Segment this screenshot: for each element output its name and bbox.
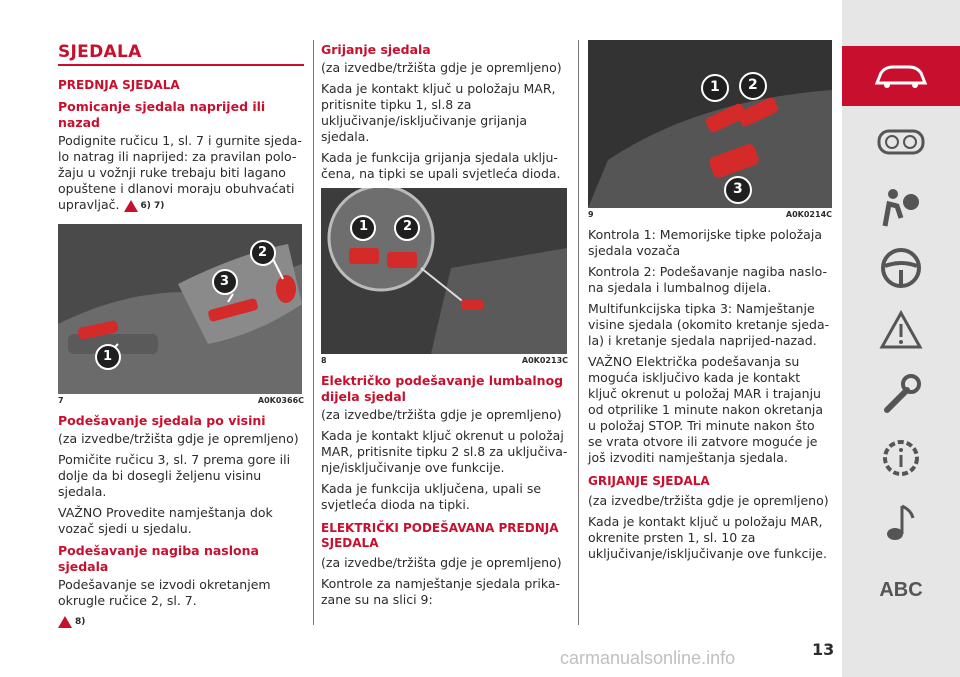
heading-electric-seats: ELEKTRIČKI PODEŠAVANA PREDNJA SJEDALA (321, 521, 559, 550)
sidebar-item-maintenance[interactable] (842, 364, 960, 424)
text-electric-availability: (za izvedbe/tržišta gdje je opremljeno) (321, 555, 562, 570)
figure-9-number: 9 (588, 210, 594, 219)
callout-2: 2 (748, 77, 758, 93)
text-lumbar-availability: (za izvedbe/tržišta gdje je opremljeno) (321, 407, 562, 422)
column-3 (588, 40, 832, 567)
warning-ref: 6) 7) (124, 198, 165, 214)
figure-8-number: 8 (321, 356, 327, 365)
text-lumbar-2: Kada je funkcija uključena, upali se svjetleća dioda na tipki. (321, 481, 542, 512)
heading-height: Podešavanje sjedala po visini (58, 412, 266, 428)
callout-2: 2 (258, 244, 268, 260)
text-height-availability: (za izvedbe/tržišta gdje je opremljeno) (58, 430, 299, 446)
text-height: Pomičite ručicu 3, sl. 7 prema gore ili dolje da bi dosegli željenu visinu sjedala. (58, 451, 291, 499)
text-backrest: Podešavanje se izvodi okretanjem okrugle ručice 2, sl. 7. (58, 576, 271, 608)
abc-label: ABC (879, 578, 923, 601)
car-icon (873, 61, 929, 91)
sidebar-item-multimedia[interactable] (842, 492, 960, 552)
page-number: 13 (812, 640, 835, 659)
callout-1: 1 (710, 79, 720, 95)
watermark: carmanualsonline.info (560, 648, 736, 668)
text-control-3: Multifunkcijska tipka 3: Namještanje visine sjedala (okomito kretanje sjeda-la) i kretanje sjedala naprijed-nazad. (588, 301, 830, 348)
text-control-2: Kontrola 2: Podešavanje nagiba naslo-na sjedala i lumbalnog dijela. (588, 264, 827, 295)
heading-heating: Grijanje sjedala (321, 42, 431, 57)
column-1 (58, 38, 304, 635)
figure-7-code: A0K0366C (257, 395, 304, 405)
column-divider (313, 40, 314, 625)
heading-seat-heating: GRIJANJE SJEDALA (588, 474, 710, 488)
music-icon (881, 500, 921, 544)
warning-icon (879, 310, 923, 350)
subsection-title: PREDNJA SJEDALA (58, 78, 180, 92)
figure-9-code: A0K0214C (785, 210, 832, 219)
dashboard-icon (876, 127, 926, 157)
text-lumbar-1: Kada je kontakt ključ okrenut u položaj MAR, pritisnite tipku 2 sl.8 za uključiva-nje/isključivanje ove funkcije. (321, 428, 568, 475)
figure-9-caption (588, 210, 832, 219)
wrench-icon (879, 372, 923, 416)
figure-7-number: 7 (58, 395, 64, 405)
airbag-icon (879, 186, 923, 230)
sidebar-item-safety[interactable] (842, 178, 960, 238)
figure-8-caption (321, 356, 568, 365)
text-heating-availability: (za izvedbe/tržišta gdje je opremljeno) (321, 60, 562, 75)
heading-backrest: Podešavanje nagiba naslona sjedala (58, 542, 259, 574)
text-heating-2: Kada je funkcija grijanja sjedala uklju-čena, na tipki se upali svjetleća dioda. (321, 150, 561, 181)
warning-icon (124, 200, 138, 212)
sidebar-item-dashboard[interactable] (842, 112, 960, 172)
section-title: SJEDALA (58, 42, 142, 62)
column-divider (578, 40, 579, 625)
text-height-note: VAŽNO Provedite namještanja dok vozač sjedi u sjedalu. (58, 504, 273, 536)
steering-wheel-icon (879, 246, 923, 290)
text-seat-heating-availability: (za izvedbe/tržišta gdje je opremljeno) (588, 493, 829, 508)
figure-7 (58, 224, 302, 394)
callout-3: 3 (220, 273, 230, 289)
figure-7-caption (58, 396, 304, 405)
heading-forward: Pomicanje sjedala naprijed ili nazad (58, 99, 266, 130)
figure-9 (588, 40, 832, 208)
title-rule (58, 64, 304, 66)
sidebar-item-index[interactable] (842, 560, 960, 620)
warning-backrest: 8) (58, 614, 304, 631)
text-heating-1: Kada je kontakt ključ u položaju MAR, pritisnite tipku 1, sl.8 za uključivanje/isključivanje grijanja sjedala. (321, 81, 556, 144)
text-seat-heating: Kada je kontakt ključ u položaju MAR, okrenite prsten 1, sl. 10 za uključivanje/isključivanje ove funkcije. (588, 514, 827, 561)
text-electric: Kontrole za namještanje sjedala prika-zane su na slici 9: (321, 576, 561, 607)
callout-2: 2 (403, 219, 413, 234)
figure-8 (321, 188, 567, 354)
chapter-sidebar (842, 0, 960, 677)
sidebar-item-driving[interactable] (842, 238, 960, 298)
heading-lumbar: Električko podešavanje lumbalnog dijela sjedal (321, 373, 564, 404)
callout-1: 1 (359, 219, 369, 234)
text-control-1: Kontrola 1: Memorijske tipke položaja sjedala vozača (588, 227, 822, 258)
sidebar-item-car[interactable] (842, 46, 960, 106)
sidebar-item-emergency[interactable] (842, 300, 960, 360)
figure-8-code: A0K0213C (521, 356, 568, 365)
sidebar-item-technical[interactable] (842, 428, 960, 488)
callout-3: 3 (733, 181, 743, 197)
callout-1: 1 (103, 348, 113, 364)
warning-icon (58, 616, 72, 628)
text-forward: Podignite ručicu 1, sl. 7 i gurnite sjeda-lo natrag ili naprijed: za pravilan polo-žaju u vožnji ruke trebaju biti lagano opuštene i dlanovi moraju obuhvaćati upravljač. 6) 7) (58, 133, 302, 212)
text-important: VAŽNO Električka podešavanja su moguća isključivo kada je kontakt ključ okrenut u položaj MAR i trajanju od otprilike 1 minute nakon okretanja u položaj STOP. Tri minute nakon što se vrata otvore ili zatvore moguće je još izvoditi namještanja sjedala. (588, 354, 824, 465)
column-2 (321, 38, 568, 613)
info-gear-icon (879, 436, 923, 480)
